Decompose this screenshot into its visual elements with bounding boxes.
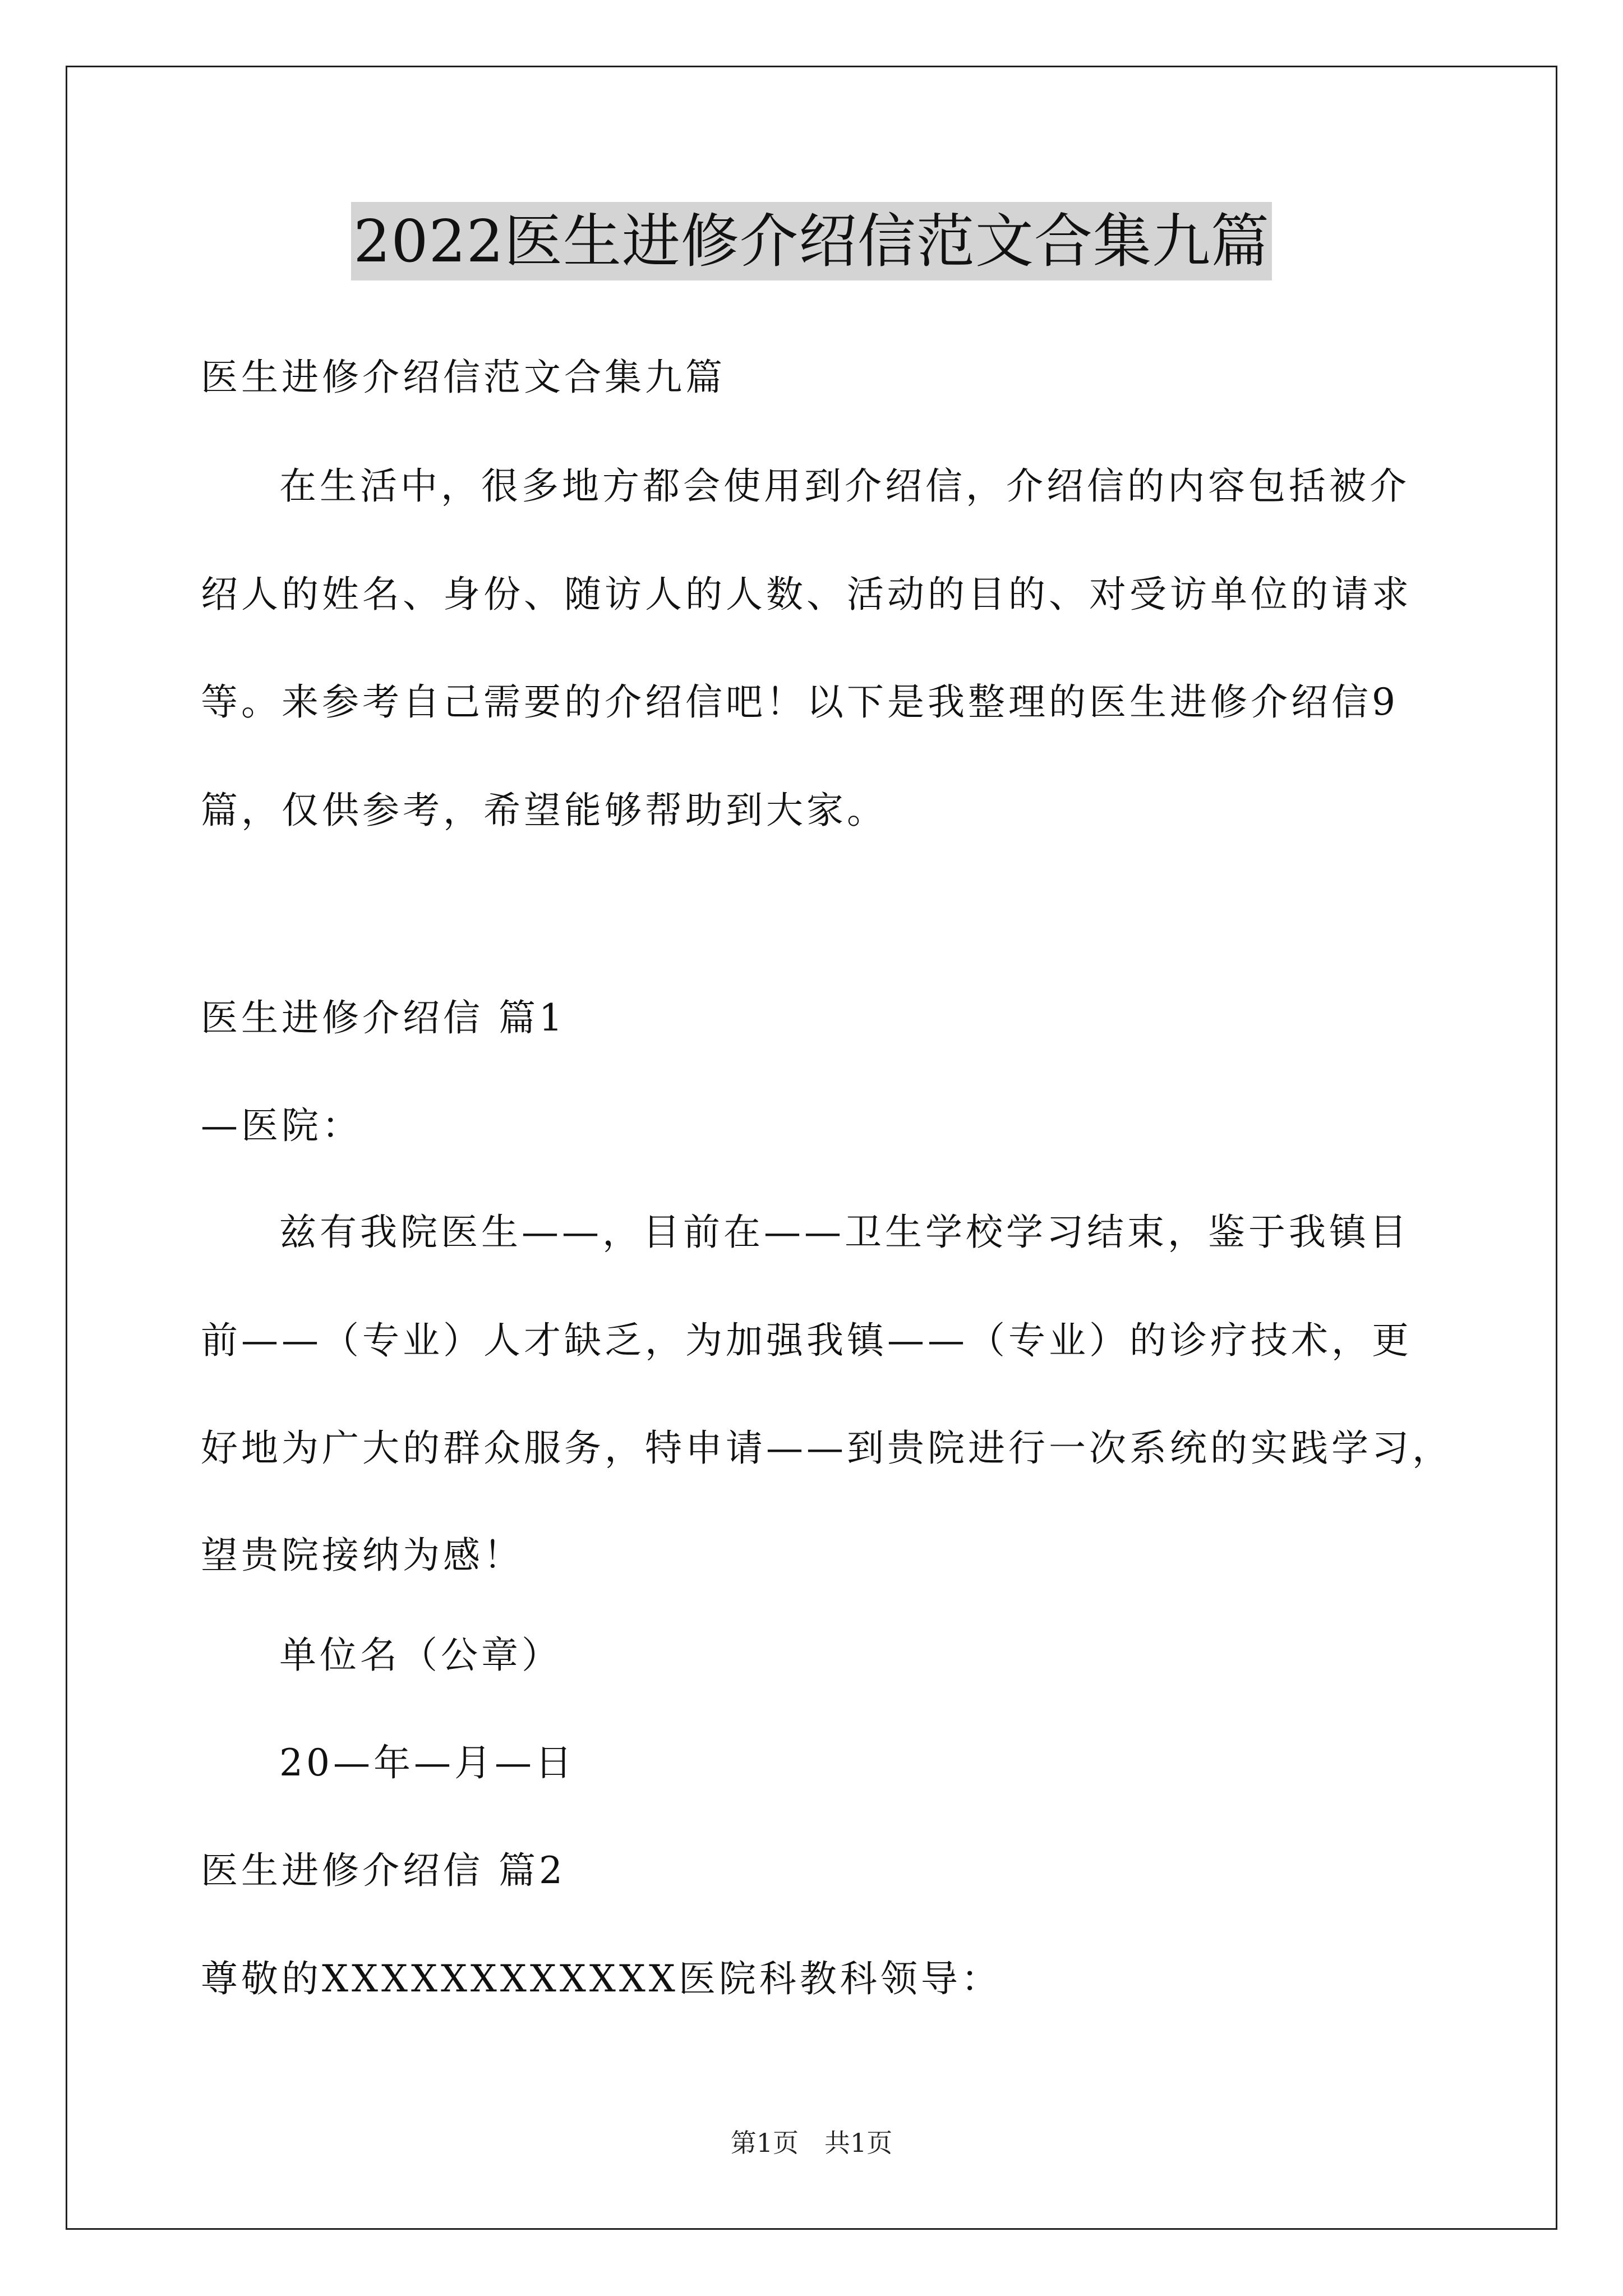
document-subtitle: 医生进修介绍信范文合集九篇: [201, 356, 726, 399]
section1-heading: 医生进修介绍信 篇1: [201, 996, 566, 1039]
section1-body-line-4: 望贵院接纳为感！: [201, 1534, 524, 1577]
intro-line-2: 绍人的姓名、身份、随访人的人数、活动的目的、对受访单位的请求: [201, 573, 1412, 616]
title-container: [0, 202, 1623, 280]
section2-salutation: 尊敬的XXXXXXXXXXXX医院科教科领导：: [201, 1957, 1002, 2000]
page-footer: 第1页 共1页: [730, 2128, 893, 2158]
section1-signature: 单位名（公章）: [279, 1634, 562, 1677]
section1-body-line-3: 好地为广大的群众服务，特申请——到贵院进行一次系统的实践学习，: [201, 1427, 1453, 1470]
section1-body-line-1: 兹有我院医生——，目前在——卫生学校学习结束，鉴于我镇目: [279, 1211, 1410, 1254]
intro-line-4: 篇，仅供参考，希望能够帮助到大家。: [201, 789, 887, 832]
intro-line-3: 等。来参考自己需要的介绍信吧！以下是我整理的医生进修介绍信9: [201, 680, 1399, 724]
section1-salutation: —医院：: [201, 1104, 362, 1147]
intro-line-1: 在生活中，很多地方都会使用到介绍信，介绍信的内容包括被介: [279, 464, 1410, 508]
document-title: 2022医生进修介绍信范文合集九篇: [351, 202, 1272, 280]
section1-date: 20—年—月—日: [279, 1741, 575, 1784]
section1-body-line-2: 前——（专业）人才缺乏，为加强我镇——（专业）的诊疗技术，更: [201, 1319, 1412, 1362]
section2-heading: 医生进修介绍信 篇2: [201, 1849, 566, 1892]
